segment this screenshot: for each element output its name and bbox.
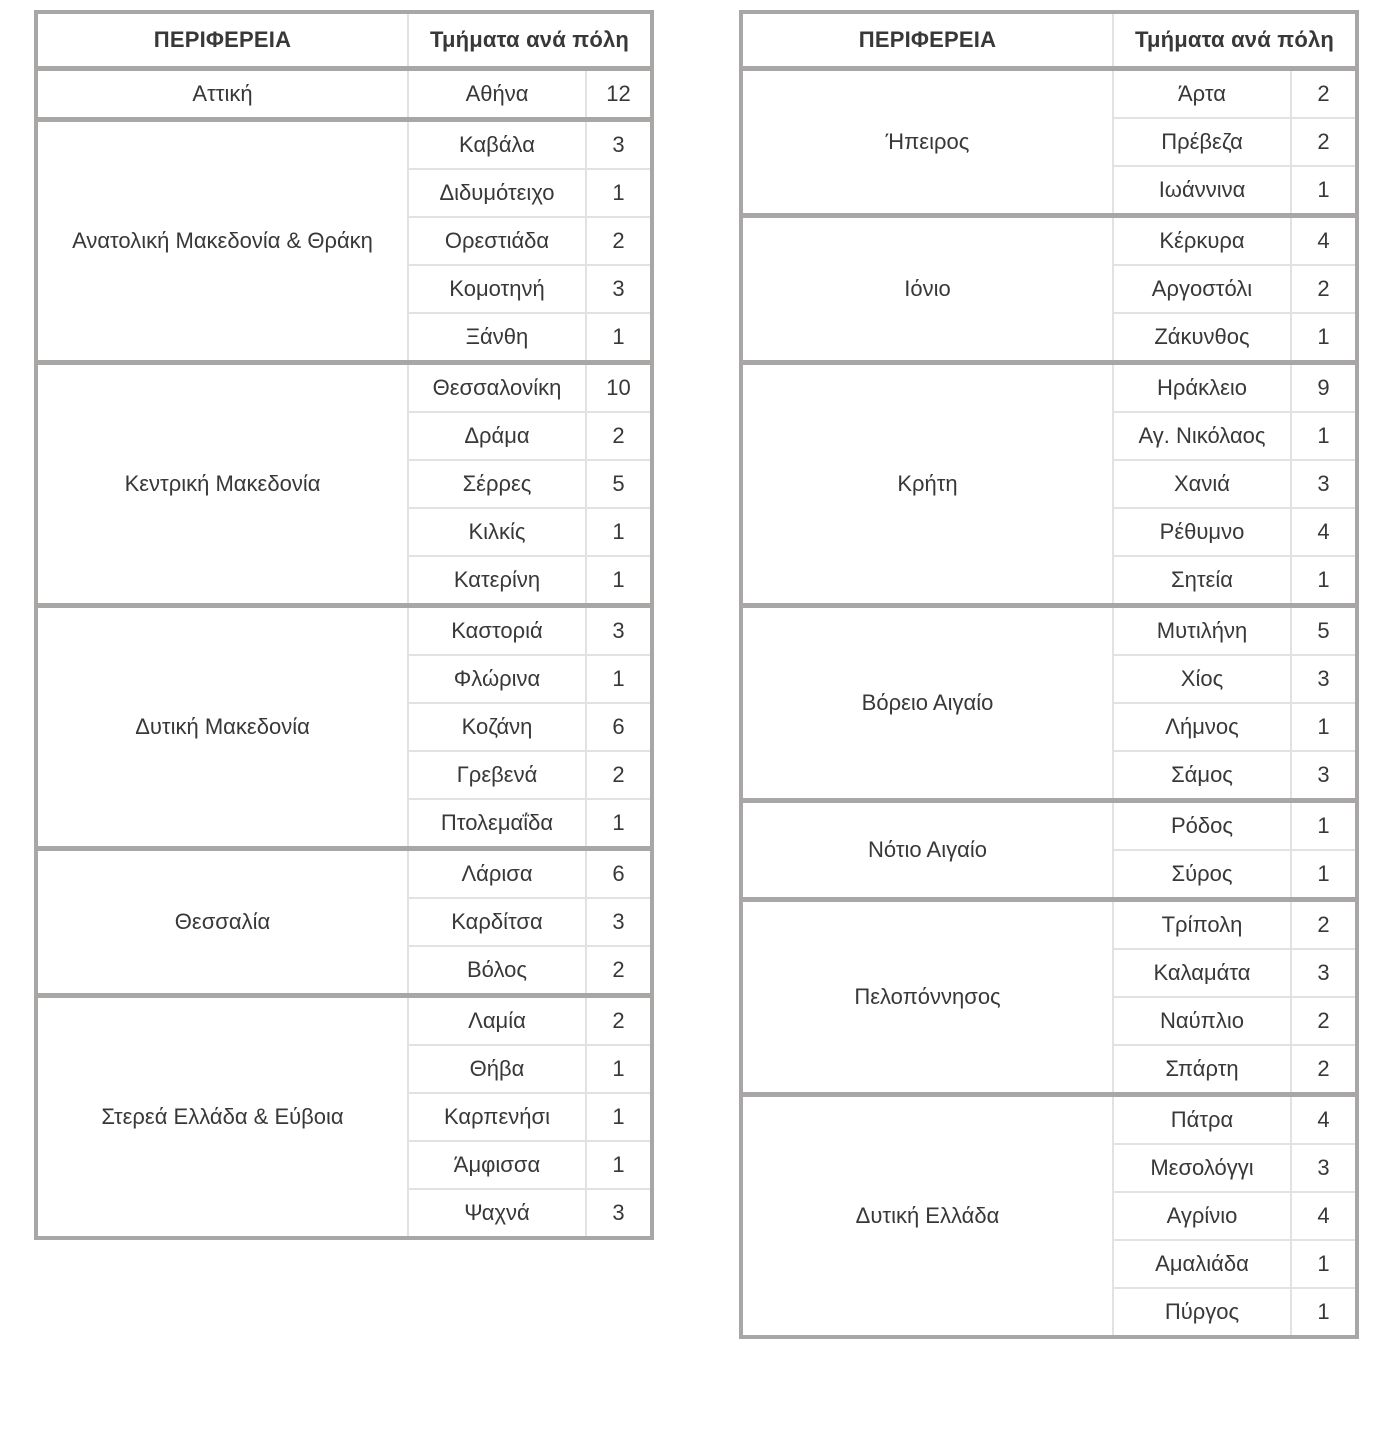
city-name: Καρπενήσι [408, 1093, 586, 1141]
region-group [741, 69, 1357, 216]
department-count: 1 [1291, 801, 1357, 851]
department-count: 5 [586, 460, 652, 508]
department-count: 1 [586, 799, 652, 849]
department-count: 1 [586, 1093, 652, 1141]
region-name: Βόρειο Αιγαίο [741, 606, 1113, 801]
city-name: Λάρισα [408, 849, 586, 899]
department-count: 4 [1291, 508, 1357, 556]
region-name: Ανατολική Μακεδονία & Θράκη [36, 120, 408, 363]
department-count: 2 [1291, 69, 1357, 119]
table-row [741, 606, 1357, 656]
city-name: Αργοστόλι [1113, 265, 1291, 313]
city-name: Αμαλιάδα [1113, 1240, 1291, 1288]
city-name: Καλαμάτα [1113, 949, 1291, 997]
department-count: 4 [1291, 1192, 1357, 1240]
department-count: 3 [1291, 1144, 1357, 1192]
region-name: Κεντρική Μακεδονία [36, 363, 408, 606]
city-name: Τρίπολη [1113, 900, 1291, 950]
city-name: Πρέβεζα [1113, 118, 1291, 166]
city-name: Ιωάννινα [1113, 166, 1291, 216]
city-name: Ρόδος [1113, 801, 1291, 851]
city-name: Άρτα [1113, 69, 1291, 119]
city-name: Κοζάνη [408, 703, 586, 751]
department-count: 10 [586, 363, 652, 413]
column-header-region: ΠΕΡΙΦΕΡΕΙΑ [36, 12, 408, 69]
city-name: Σάμος [1113, 751, 1291, 801]
region-name: Δυτική Μακεδονία [36, 606, 408, 849]
region-group [741, 363, 1357, 606]
department-count: 3 [586, 898, 652, 946]
table-row [741, 801, 1357, 851]
department-count: 2 [1291, 265, 1357, 313]
city-name: Καρδίτσα [408, 898, 586, 946]
city-name: Μεσολόγγι [1113, 1144, 1291, 1192]
table-row [741, 69, 1357, 119]
region-name: Ιόνιο [741, 216, 1113, 363]
region-group [36, 363, 652, 606]
region-name: Ήπειρος [741, 69, 1113, 216]
city-name: Λαμία [408, 996, 586, 1046]
city-name: Ψαχνά [408, 1189, 586, 1238]
city-name: Πύργος [1113, 1288, 1291, 1337]
city-name: Φλώρινα [408, 655, 586, 703]
city-name: Άμφισσα [408, 1141, 586, 1189]
column-header-departments-per-city: Τμήματα ανά πόλη [408, 12, 652, 69]
city-name: Αγρίνιο [1113, 1192, 1291, 1240]
region-group [741, 216, 1357, 363]
table-row [741, 900, 1357, 950]
table-row [741, 1095, 1357, 1145]
city-name: Διδυμότειχο [408, 169, 586, 217]
department-count: 3 [1291, 949, 1357, 997]
region-group [36, 849, 652, 996]
column-header-departments-per-city: Τμήματα ανά πόλη [1113, 12, 1357, 69]
department-count: 1 [586, 1045, 652, 1093]
department-count: 4 [1291, 216, 1357, 266]
city-name: Σέρρες [408, 460, 586, 508]
city-name: Σπάρτη [1113, 1045, 1291, 1095]
region-group [36, 69, 652, 120]
department-count: 2 [586, 412, 652, 460]
region-name: Αττική [36, 69, 408, 120]
city-name: Χίος [1113, 655, 1291, 703]
city-name: Σύρος [1113, 850, 1291, 900]
table-row [36, 849, 652, 899]
department-count: 3 [1291, 460, 1357, 508]
department-count: 2 [586, 946, 652, 996]
city-name: Κατερίνη [408, 556, 586, 606]
table-header-row [741, 12, 1357, 69]
city-name: Αθήνα [408, 69, 586, 120]
city-name: Γρεβενά [408, 751, 586, 799]
city-name: Ζάκυνθος [1113, 313, 1291, 363]
table-row [36, 120, 652, 170]
region-name: Θεσσαλία [36, 849, 408, 996]
department-count: 1 [1291, 1240, 1357, 1288]
table-row [36, 363, 652, 413]
city-name: Καβάλα [408, 120, 586, 170]
city-name: Ηράκλειο [1113, 363, 1291, 413]
department-count: 6 [586, 703, 652, 751]
department-count: 1 [586, 556, 652, 606]
department-count: 3 [586, 120, 652, 170]
region-name: Δυτική Ελλάδα [741, 1095, 1113, 1338]
department-count: 1 [1291, 313, 1357, 363]
regions-table-left [34, 10, 654, 1240]
region-group [36, 996, 652, 1239]
city-name: Λήμνος [1113, 703, 1291, 751]
city-name: Σητεία [1113, 556, 1291, 606]
department-count: 3 [1291, 751, 1357, 801]
city-name: Ορεστιάδα [408, 217, 586, 265]
region-group [36, 120, 652, 363]
region-group [36, 606, 652, 849]
city-name: Δράμα [408, 412, 586, 460]
city-name: Θήβα [408, 1045, 586, 1093]
city-name: Ναύπλιο [1113, 997, 1291, 1045]
column-header-region: ΠΕΡΙΦΕΡΕΙΑ [741, 12, 1113, 69]
city-name: Χανιά [1113, 460, 1291, 508]
region-name: Πελοπόννησος [741, 900, 1113, 1095]
department-count: 2 [586, 217, 652, 265]
department-count: 3 [1291, 655, 1357, 703]
department-count: 1 [586, 508, 652, 556]
department-count: 1 [586, 169, 652, 217]
city-name: Μυτιλήνη [1113, 606, 1291, 656]
city-name: Κιλκίς [408, 508, 586, 556]
table-row [36, 69, 652, 120]
region-group [741, 606, 1357, 801]
department-count: 1 [1291, 703, 1357, 751]
city-name: Κέρκυρα [1113, 216, 1291, 266]
table-row [36, 996, 652, 1046]
department-count: 2 [1291, 997, 1357, 1045]
region-group [741, 1095, 1357, 1338]
department-count: 1 [586, 1141, 652, 1189]
department-count: 3 [586, 1189, 652, 1238]
city-name: Κομοτηνή [408, 265, 586, 313]
department-count: 5 [1291, 606, 1357, 656]
city-name: Ρέθυμνο [1113, 508, 1291, 556]
department-count: 4 [1291, 1095, 1357, 1145]
department-count: 2 [586, 751, 652, 799]
department-count: 1 [586, 313, 652, 363]
department-count: 2 [1291, 1045, 1357, 1095]
department-count: 9 [1291, 363, 1357, 413]
department-count: 1 [1291, 166, 1357, 216]
city-name: Ξάνθη [408, 313, 586, 363]
region-name: Στερεά Ελλάδα & Εύβοια [36, 996, 408, 1239]
department-count: 12 [586, 69, 652, 120]
table-row [741, 363, 1357, 413]
department-count: 2 [1291, 118, 1357, 166]
department-count: 2 [1291, 900, 1357, 950]
city-name: Πάτρα [1113, 1095, 1291, 1145]
city-name: Πτολεμαΐδα [408, 799, 586, 849]
department-count: 6 [586, 849, 652, 899]
department-count: 1 [1291, 850, 1357, 900]
department-count: 3 [586, 265, 652, 313]
city-name: Αγ. Νικόλαος [1113, 412, 1291, 460]
table-row [36, 606, 652, 656]
department-count: 1 [1291, 556, 1357, 606]
department-count: 1 [1291, 412, 1357, 460]
region-group [741, 801, 1357, 900]
department-count: 1 [1291, 1288, 1357, 1337]
city-name: Θεσσαλονίκη [408, 363, 586, 413]
region-name: Νότιο Αιγαίο [741, 801, 1113, 900]
region-group [741, 900, 1357, 1095]
department-count: 3 [586, 606, 652, 656]
table-row [741, 216, 1357, 266]
region-name: Κρήτη [741, 363, 1113, 606]
city-name: Καστοριά [408, 606, 586, 656]
regions-table-right [739, 10, 1359, 1339]
table-header-row [36, 12, 652, 69]
department-count: 2 [586, 996, 652, 1046]
city-name: Βόλος [408, 946, 586, 996]
department-count: 1 [586, 655, 652, 703]
